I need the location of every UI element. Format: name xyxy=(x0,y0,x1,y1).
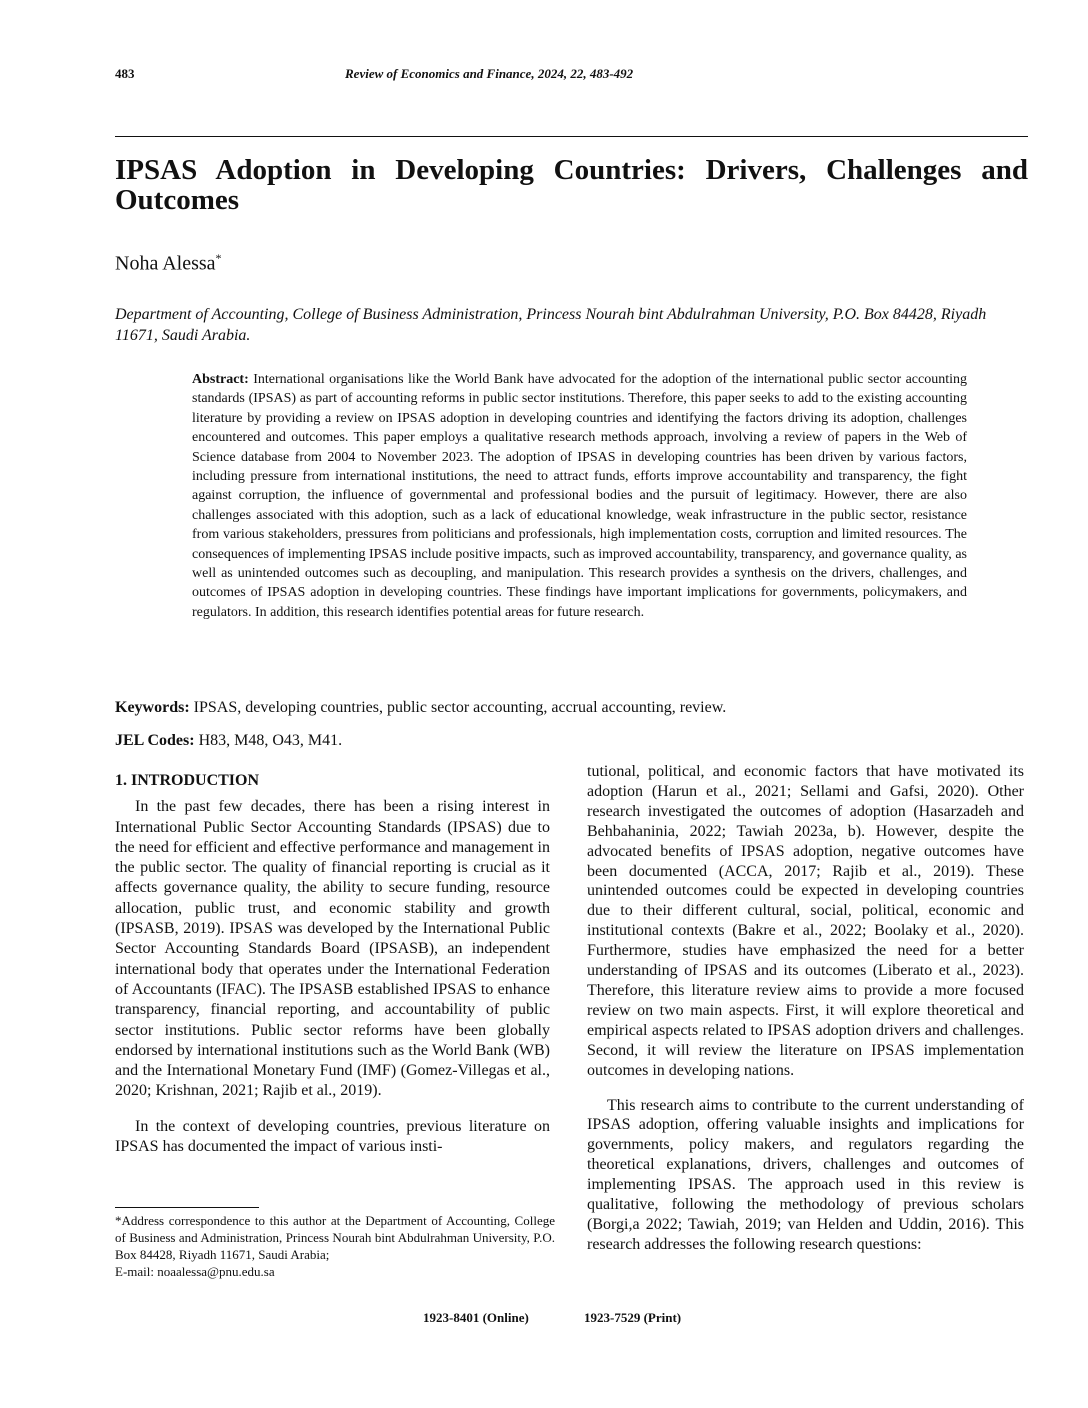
issn-online: 1923-8401 (Online) xyxy=(423,1310,529,1325)
abstract xyxy=(192,370,967,622)
section-heading: 1. INTRODUCTION xyxy=(115,772,260,789)
intro-paragraph-3: This research aims to contribute to the current understanding of IPSAS adoption, offering valuable insights and implications for governments, policy makers, and regulators regarding the theoretical explanations, drivers, challenges and outcomes of implementing IPSAS. The approach used in this review is qualitative, following the methodology of previous scholars (Borgi,a 2022; Tawiah, 2019; van Helden and Uddin, 2016). This research addresses the following research questions: xyxy=(587,1096,1024,1253)
keywords-text: IPSAS, developing countries, public sector accounting, accrual accounting, review. xyxy=(193,699,727,716)
abstract-text: International organisations like the World Bank have advocated for the adoption of the international public sector accounting standards (IPSAS) as part of accounting reforms in public sector institutions. Therefore, this paper seeks to add to the existing accounting literature by providing a review on IPSAS adoption in developing countries and identifying the factors driving its adoption, challenges encountered and outcomes. This paper employs a qualitative research methods approach, involving a review of papers in the Web of Science database from 2004 to November 2023. The adoption of IPSAS in developing countries has been driven by various factors, including pressure from international institutions, the need to attract funds, efforts improve accountability and transparency, the fight against corruption, the influence of governmental and professional bodies and the pursuit of legitimacy. However, there are also challenges associated with this adoption, such as a lack of educational knowledge, weak infrastructure in the public sector, resistance from various stakeholders, pressures from politicians and professionals, high implementation costs, corruption and limited resources. The consequences of implementing IPSAS include positive impacts, such as improved accountability, transparency, and governance quality, as well as unintended outcomes such as decoupling, and manipulation. This research provides a synthesis on the drivers, challenges, and outcomes of IPSAS adoption in developing countries. These findings have important implications for governments, policymakers, and regulators. In addition, this research identifies potential areas for future research. xyxy=(192,372,968,620)
abstract-label: Abstract: xyxy=(192,372,249,387)
jel-codes xyxy=(115,732,342,750)
issn-print: 1923-7529 (Print) xyxy=(584,1310,682,1325)
keywords xyxy=(115,699,726,717)
intro-paragraph-2-cont: tutional, political, and economic factors that have motivated its adoption (Harun et al., 2021; Sellami and Gafsi, 2020). Other research investigated the outcomes of adoption (Hasarzadeh and Behbahaninia, 2022; Tawiah 2023a, b). However, despite the advocated benefits of IPSAS adoption, negative outcomes have been documented (ACCA, 2017; Rajib et al., 2019). These unintended outcomes could be expected in developing countries due to their different cultural, social, political, economic and institutional contexts (Bakre et al., 2022; Boolaky et al., 2020). Furthermore, studies have emphasized the need for a better understanding of IPSAS and its outcomes (Liberato et al., 2023). Therefore, this literature review aims to provide a more focused review on two main aspects. First, it will explore theoretical and empirical aspects related to IPSAS adoption drivers and challenges. Second, it will review the literature on IPSAS implementation outcomes in developing nations. xyxy=(587,763,1024,1079)
left-column xyxy=(115,771,550,1157)
right-column xyxy=(587,762,1024,1255)
article-title: IPSAS Adoption in Developing Countries: Drivers, Challenges and Outcomes xyxy=(115,154,1028,216)
keywords-label: Keywords: xyxy=(115,699,190,716)
intro-paragraph-1: In the past few decades, there has been a rising interest in International Public Sector Accounting Standards (IPSAS) due to the need for efficient and effective performance and management in the public sector. The quality of financial reporting is crucial as it affects governance quality, the ability to secure funding, resource allocation, public trust, and economic stability and growth (IPSASB, 2019). IPSAS was developed by the International Public Sector Accounting Standards Board (IPSASB), an independent international body that operates under the International Federation of Accountants (IFAC). The IPSASB established IPSAS to enhance transparency, financial reporting, and accountability of public sector institutions. Public sector reforms have been globally endorsed by international institutions such as the World Bank (WB) and the International Monetary Fund (IMF) (Gomez-Villegas et al., 2020; Krishnan, 2021; Rajib et al., 2019). xyxy=(115,798,550,1100)
journal-citation: Review of Economics and Finance, 2024, 22, 483-492 xyxy=(345,66,634,81)
footnote-email: E-mail: noaalessa@pnu.edu.sa xyxy=(115,1264,275,1279)
header-rule xyxy=(115,136,1028,137)
footnote-address: *Address correspondence to this author at the Department of Accounting, College of Business and Administration, Princess Nourah bint Abdulrahman University, P.O. Box 84428, Riyadh 11671, Saudi Arabia; xyxy=(115,1213,555,1262)
jel-text: H83, M48, O43, M41. xyxy=(198,732,343,749)
affiliation: Department of Accounting, College of Business Administration, Princess Nourah bint Abdulrahman University, P.O. Box 84428, Riyadh 11671, Saudi Arabia. xyxy=(115,306,987,344)
intro-paragraph-2-start: In the context of developing countries, previous literature on IPSAS has documented the impact of various insti- xyxy=(115,1117,550,1156)
footnote-rule xyxy=(115,1207,259,1208)
author-line xyxy=(115,251,222,276)
author-name: Noha Alessa xyxy=(115,252,216,275)
jel-label: JEL Codes: xyxy=(115,732,195,749)
page-number: 483 xyxy=(115,66,135,81)
footnote xyxy=(115,1212,555,1280)
author-mark: * xyxy=(215,251,222,265)
